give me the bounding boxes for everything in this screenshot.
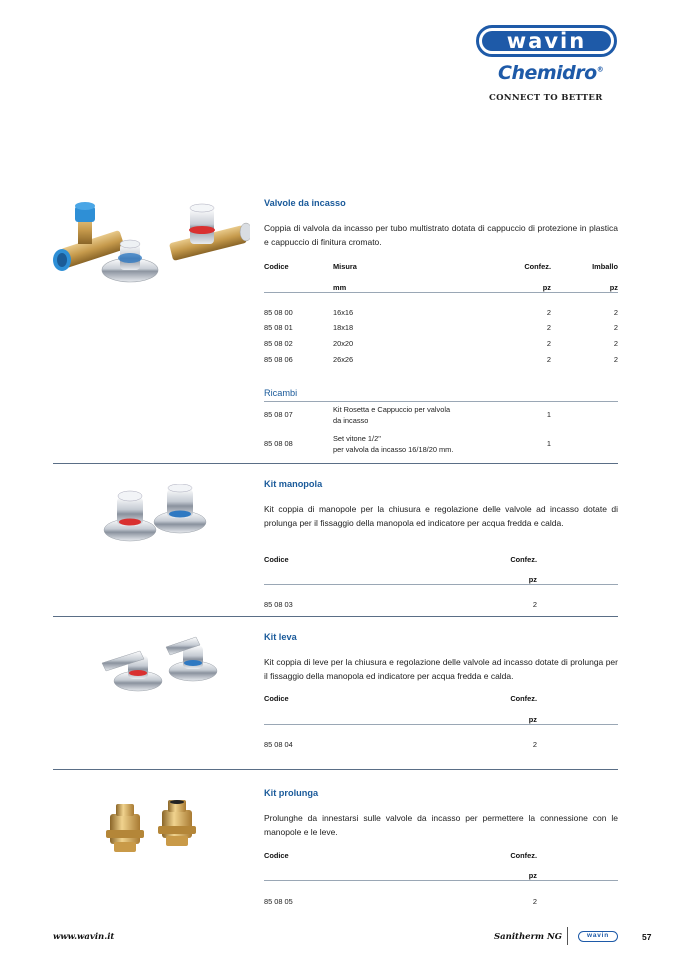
column-header-ship: Imballo (592, 262, 618, 271)
column-header-size: Misura (333, 262, 357, 271)
footer-divider (567, 927, 568, 945)
unit-pack: pz (542, 283, 551, 292)
row-code: 85 08 01 (264, 323, 293, 332)
chemidro-logo-text: Chemidro (498, 62, 597, 84)
section-description-valvole-da-incasso: Coppia di valvola da incasso per tubo multistrato dotata di cappuccio di protezione in plastica e cappuccio di finitura cromato. (264, 223, 618, 247)
valve-illustration (50, 198, 250, 290)
row-pack: 2 (546, 339, 551, 348)
row-pack: 2 (546, 308, 551, 317)
spares-title: Ricambi (264, 388, 298, 398)
spare-desc-line2: da incasso (333, 416, 369, 425)
section-title-kit-prolunga: Kit prolunga (264, 788, 319, 798)
product-image-kit-manopola (100, 484, 210, 546)
column-header-code: Codice (264, 851, 289, 860)
spare-desc-line1: Set vitone 1/2" (333, 434, 381, 443)
extension-illustration (100, 800, 206, 856)
column-header-code: Codice (264, 555, 289, 564)
section-description-kit-leva: Kit coppia di leve per la chiusura e regolazione delle valvole ad incasso dotate di prolunga per il fissaggio della manopola ed indicatore per acqua fredda e calda. (264, 657, 618, 681)
unit-pack: pz (528, 715, 537, 724)
row-size: 18x18 (333, 323, 354, 332)
row-ship: 2 (613, 308, 618, 317)
row-code: 85 08 04 (264, 740, 293, 749)
chemidro-logo (498, 62, 604, 84)
row-pack: 2 (546, 323, 551, 332)
spare-code: 85 08 07 (264, 410, 293, 419)
column-header-pack: Confez. (510, 555, 537, 564)
wavin-logo (476, 25, 617, 57)
product-image-kit-leva (98, 633, 220, 695)
column-header-pack: Confez. (510, 851, 537, 860)
row-code: 85 08 05 (264, 897, 293, 906)
row-pack: 2 (532, 740, 537, 749)
spare-desc-line1: Kit Rosetta e Cappuccio per valvola (333, 405, 451, 414)
row-ship: 2 (613, 339, 618, 348)
section-separator (53, 463, 618, 464)
footer-product-name: Sanitherm NG (494, 932, 563, 942)
registered-mark: ® (596, 65, 604, 74)
section-title-kit-leva: Kit leva (264, 632, 297, 642)
row-ship: 2 (613, 323, 618, 332)
table-rule (264, 292, 618, 293)
lever-illustration (98, 633, 220, 695)
unit-pack: pz (528, 575, 537, 584)
product-image-valvole-da-incasso (50, 198, 250, 290)
row-size: 26x26 (333, 355, 354, 364)
row-code: 85 08 02 (264, 339, 293, 348)
row-code: 85 08 03 (264, 600, 293, 609)
column-header-pack: Confez. (510, 694, 537, 703)
tagline: CONNECT TO BETTER (489, 93, 603, 103)
spare-pack: 1 (546, 439, 551, 448)
row-size: 20x20 (333, 339, 354, 348)
section-title-kit-manopola: Kit manopola (264, 479, 323, 489)
column-header-code: Codice (264, 694, 289, 703)
row-pack: 2 (532, 897, 537, 906)
unit-ship: pz (609, 283, 618, 292)
table-rule (264, 880, 618, 881)
section-title-valvole-da-incasso: Valvole da incasso (264, 198, 346, 208)
unit-pack: pz (528, 871, 537, 880)
spares-rule (264, 401, 618, 402)
section-description-kit-manopola: Kit coppia di manopole per la chiusura e regolazione delle valvole ad incasso dotate di prolunga per il fissaggio della manopola ed indicatore per acqua fredda e calda. (264, 504, 618, 528)
spare-pack: 1 (546, 410, 551, 419)
product-image-kit-prolunga (100, 800, 206, 856)
row-code: 85 08 00 (264, 308, 293, 317)
row-ship: 2 (613, 355, 618, 364)
row-size: 16x16 (333, 308, 354, 317)
section-description-kit-prolunga: Prolunghe da innestarsi sulle valvole da incasso per permettere la connessione con le manopole e le leve. (264, 813, 618, 837)
unit-size: mm (333, 283, 347, 292)
page-number: 57 (642, 932, 652, 942)
section-separator (53, 616, 618, 617)
table-rule (264, 724, 618, 725)
row-code: 85 08 06 (264, 355, 293, 364)
footer-logo-text: wavin (586, 932, 610, 940)
footer-wavin-logo (578, 931, 618, 942)
spare-code: 85 08 08 (264, 439, 293, 448)
column-header-code: Codice (264, 262, 289, 271)
column-header-pack: Confez. (524, 262, 551, 271)
spare-desc-line2: per valvola da incasso 16/18/20 mm. (333, 445, 454, 454)
row-pack: 2 (546, 355, 551, 364)
footer-url: www.wavin.it (53, 932, 115, 942)
knob-illustration (100, 484, 210, 546)
row-pack: 2 (532, 600, 537, 609)
wavin-logo-text: wavin (506, 28, 587, 53)
table-rule (264, 584, 618, 585)
section-separator (53, 769, 618, 770)
